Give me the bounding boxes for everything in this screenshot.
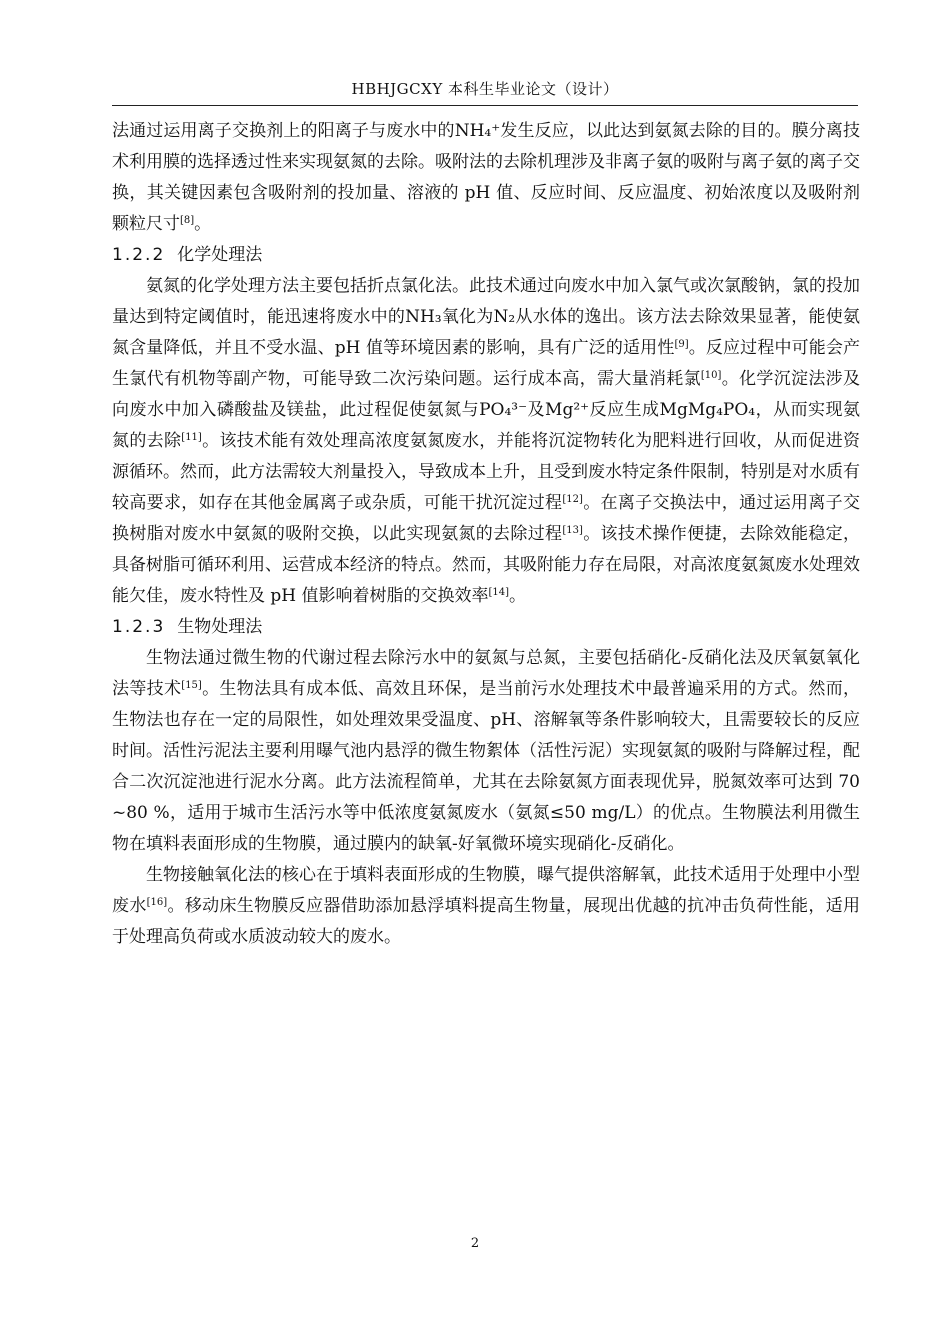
section-heading-chemical-treatment xyxy=(112,240,860,271)
section-title: 生物处理法 xyxy=(177,617,263,637)
text-segment: 。在离子交换法中，通过运用离子交换树脂对废水中氨氮的吸附交换，以此实现氨氮的去除过程 xyxy=(112,493,861,544)
ammonium-formula: NH₄⁺ xyxy=(454,121,501,141)
citation-8: [8] xyxy=(180,215,195,226)
page-number: 2 xyxy=(470,1236,480,1251)
citation-14: [14] xyxy=(488,587,510,598)
citation-15: [15] xyxy=(181,680,202,691)
precipitate-formula: MgMg₄PO₄ xyxy=(659,400,756,420)
page-content xyxy=(112,116,860,953)
citation-13: [13] xyxy=(562,525,583,536)
text-segment: 生物法通过微生物的代谢过程去除污水中的氨氮与总氮，主要包括硝化-反硝化法及厌氧氨氧化法等技术 xyxy=(112,648,860,699)
text-segment: 从水体的逸出。该方法去除效果显著，能使氨氮含量降低，并且不受水温、pH 值等环境因素的影响，具有广泛的适用性 xyxy=(112,307,861,358)
paragraph-ion-exchange-membrane-adsorption xyxy=(112,116,860,240)
text-segment: 生物接触氧化法的核心在于填料表面形成的生物膜，曝气提供溶解氧，此技术适用于处理中小型废水 xyxy=(112,865,860,916)
text-segment: 氨氮的化学处理方法主要包括折点氯化法。此技术通过向废水中加入氯气或次氯酸钠，氯的投加量达到特定阈值时，能迅速将废水中的 xyxy=(112,276,860,327)
text-segment: 及 xyxy=(527,400,546,420)
section-number: 1.2.2 xyxy=(112,245,166,265)
text-segment: 。 xyxy=(194,214,212,234)
paragraph-chemical-treatment xyxy=(112,271,860,612)
nitrogen-formula: N₂ xyxy=(493,307,516,327)
section-number: 1.2.3 xyxy=(112,617,166,637)
section-title: 化学处理法 xyxy=(177,245,263,265)
text-segment: 。移动床生物膜反应器借助添加悬浮填料提高生物量，展现出优越的抗冲击负荷性能，适用于处理高负荷或水质波动较大的废水。 xyxy=(112,896,861,947)
citation-12: [12] xyxy=(562,494,583,505)
citation-11: [11] xyxy=(181,432,202,443)
citation-10: [10] xyxy=(700,370,722,381)
section-heading-biological-treatment xyxy=(112,612,860,643)
ammonia-formula: NH₃ xyxy=(405,307,442,327)
paragraph-biofilm-contact-oxidation xyxy=(112,860,860,953)
paragraph-biological-treatment xyxy=(112,643,860,860)
text-segment: 。 xyxy=(509,586,527,606)
text-segment: 。该技术能有效处理高浓度氨氮废水，并能将沉淀物转化为肥料进行回收，从而促进资源循环。然而，此方法需较大剂量投入，导致成本上升，且受到废水特定条件限制，特别是对水质有较高要求，如存在其他金属离子或杂质，可能干扰沉淀过程 xyxy=(112,431,861,513)
phosphate-formula: PO₄³⁻ xyxy=(479,400,528,420)
text-segment: 。生物法具有成本低、高效且环保，是当前污水处理技术中最普遍采用的方式。然而，生物法也存在一定的局限性，如处理效果受温度、pH、溶解氧等条件影响较大，且需要较长的反应时间。活性污泥法主要利用曝气池内悬浮的微生物絮体（活性污泥）实现氨氮的吸附与降解过程，配合二次沉淀池进行泥水分离。此方法流程简单，尤其在去除氨氮方面表现优异，脱氮效率可达到 70~80 %，适用于城市生活污水等中低浓度氨氮废水（氨氮≤50 mg/L）的优点。生物膜法利用微生物在填料表面形成的生物膜，通过膜内的缺氧-好氧微环境实现硝化-反硝化。 xyxy=(112,679,861,854)
text-segment: 氧化为 xyxy=(441,307,494,327)
citation-9: [9] xyxy=(674,339,689,350)
magnesium-ion-formula: Mg²⁺ xyxy=(545,400,590,420)
text-segment: 。该技术操作便捷，去除效能稳定，具备树脂可循环利用、运营成本经济的特点。然而，其吸附能力存在局限，对高浓度氨氮废水处理效能欠佳，废水特性及 pH 值影响着树脂的交换效率 xyxy=(112,524,861,606)
text-segment: 。化学沉淀法涉及向废水中加入磷酸盐及镁盐，此过程促使氨氮与 xyxy=(112,369,861,420)
page-header: HBHJGCXY 本科生毕业论文（设计） xyxy=(112,78,858,106)
text-segment: 发生反应，以此达到氨氮去除的目的。膜分离技术利用膜的选择透过性来实现氨氮的去除。吸附法的去除机理涉及非离子氨的吸附与离子氨的离子交换，其关键因素包含吸附剂的投加量、溶液的 pH 值、反应时间、反应温度、初始浓度以及吸附剂颗粒尺寸 xyxy=(112,121,861,234)
text-segment: 。反应过程中可能会产生氯代有机物等副产物，可能导致二次污染问题。运行成本高，需大量消耗氯 xyxy=(112,338,860,389)
text-segment: 反应生成 xyxy=(589,400,660,420)
text-segment: 法通过运用离子交换剂上的阳离子与废水中的 xyxy=(112,121,455,141)
text-segment: ，从而实现氨氮的去除 xyxy=(112,400,861,451)
citation-16: [16] xyxy=(146,897,168,908)
